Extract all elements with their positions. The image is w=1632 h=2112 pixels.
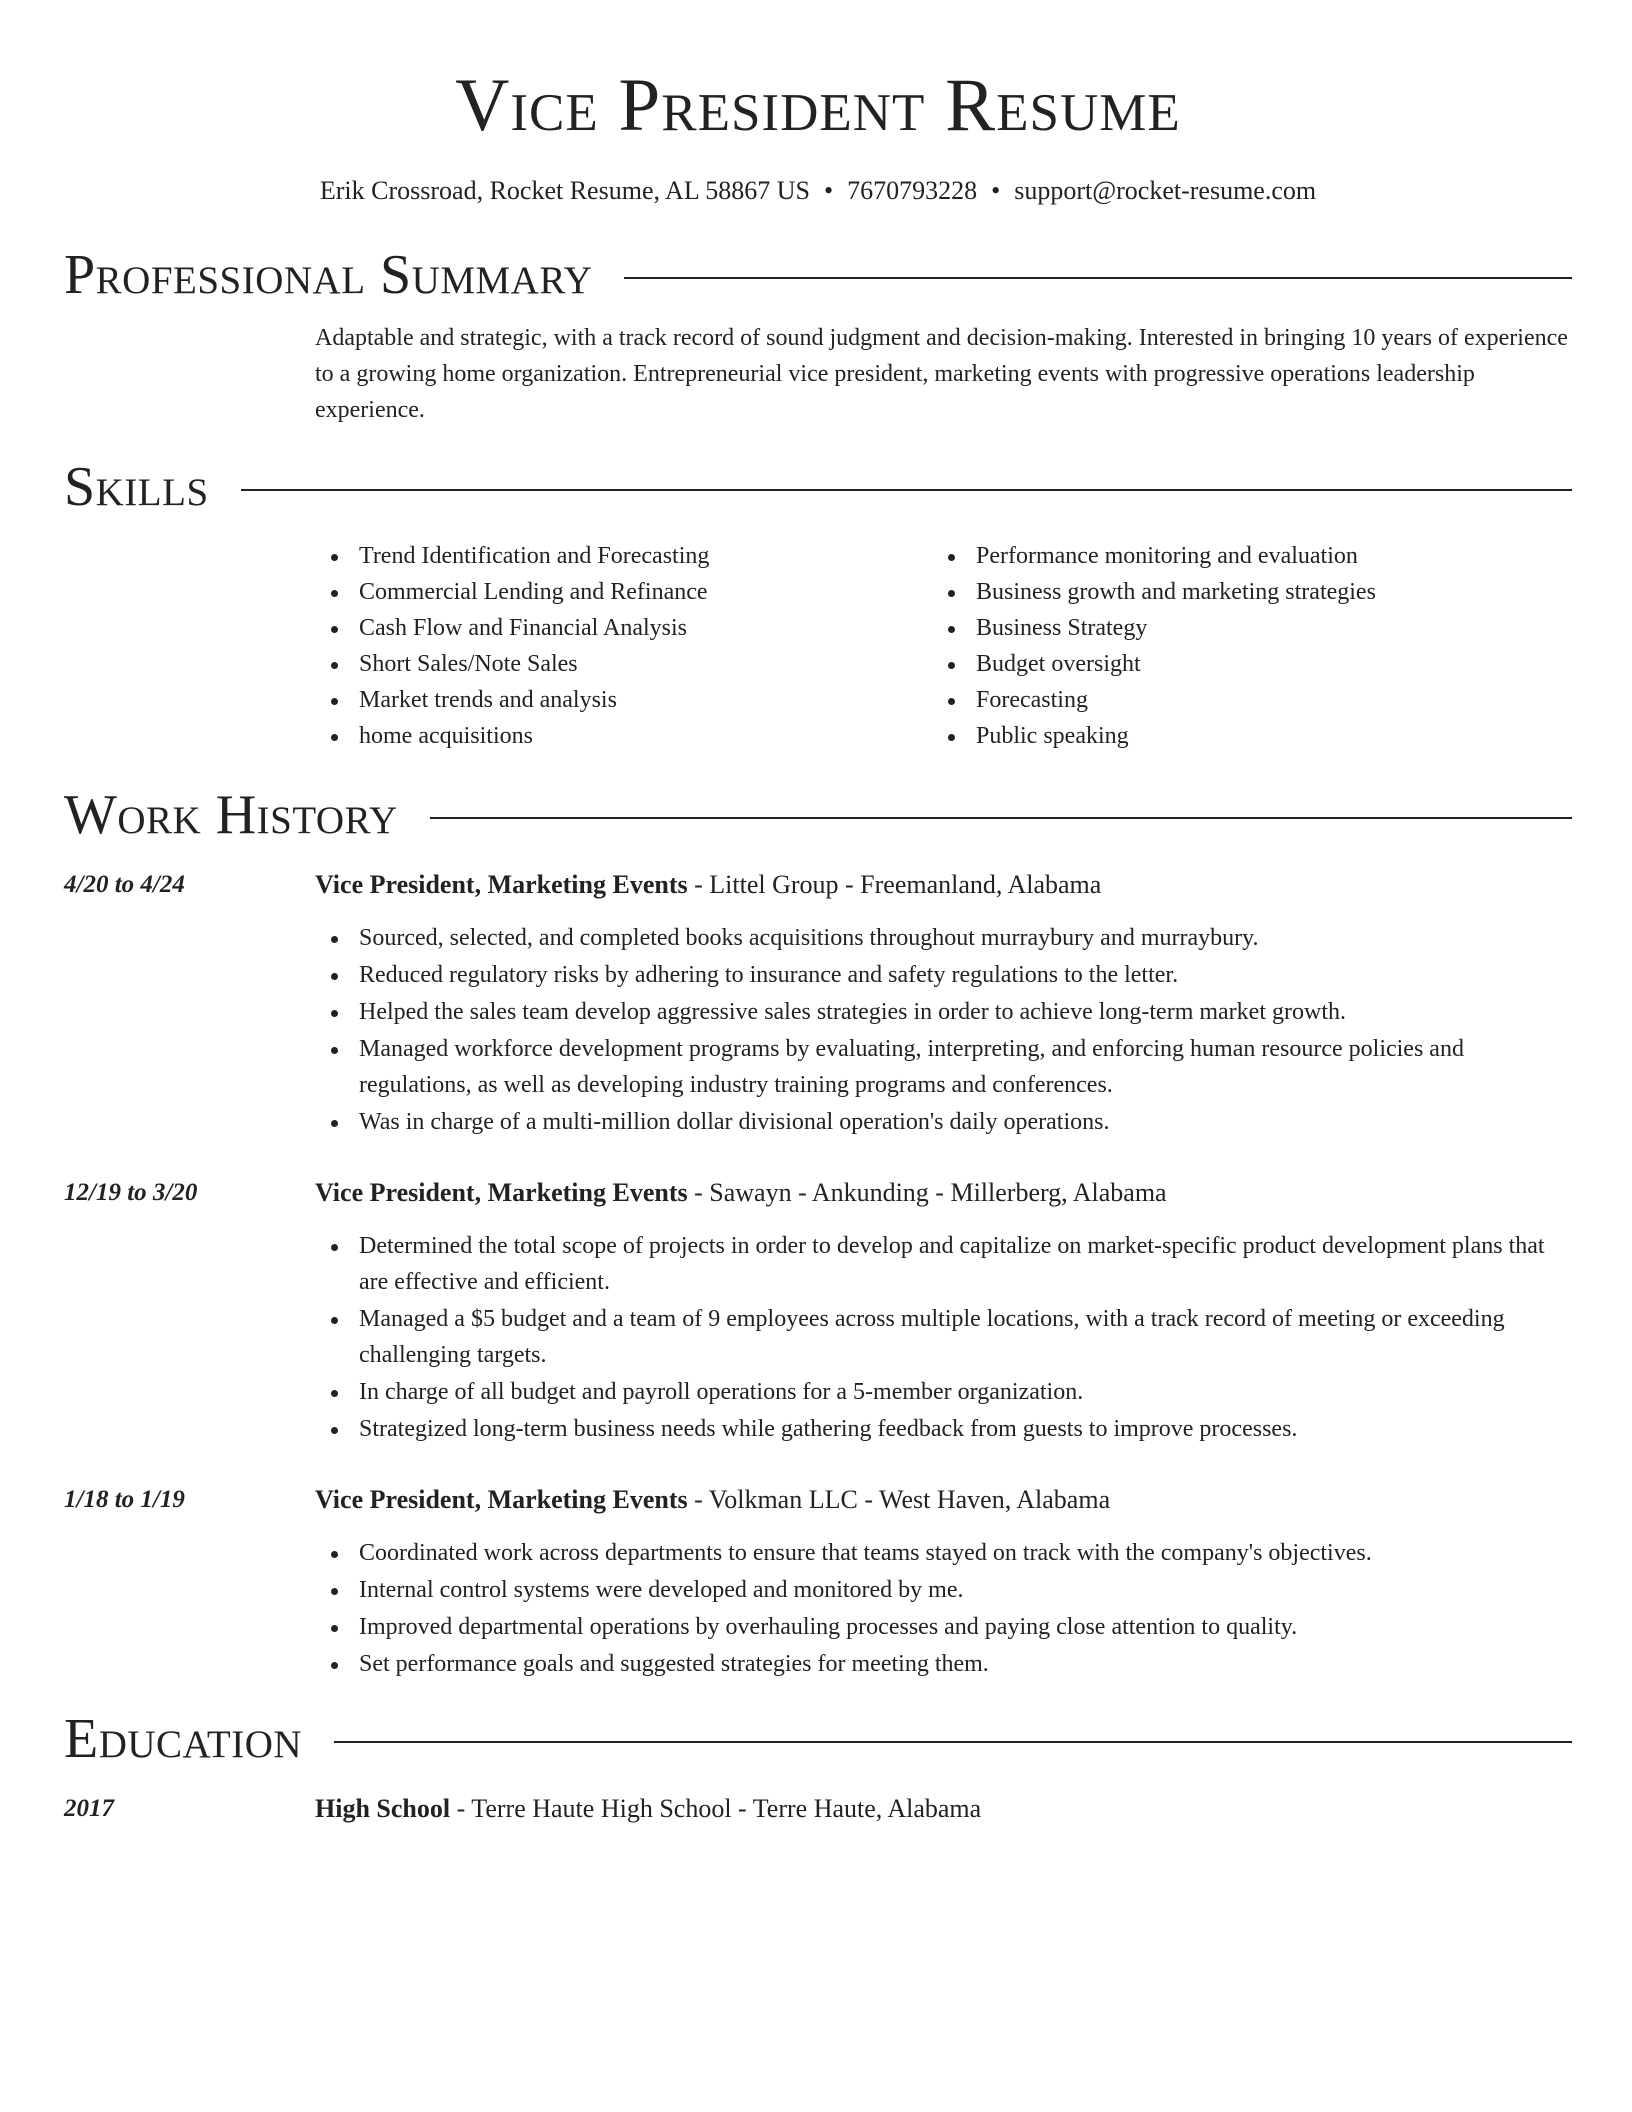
job-bullet: In charge of all budget and payroll operations for a 5-member organization. [315,1374,1572,1410]
work-heading: Work History [64,784,398,846]
job-bullet: Sourced, selected, and completed books acquisitions throughout murraybury and murraybury. [315,920,1572,956]
section-divider [334,1741,1572,1743]
resume-title: Vice President Resume [455,64,1181,147]
job-bullet: Strategized long-term business needs while gathering feedback from guests to improve processes. [315,1411,1572,1447]
section-divider [624,277,1572,279]
skill-item: home acquisitions [315,718,932,754]
skills-heading: Skills [64,456,209,518]
job-bullet: Internal control systems were developed and monitored by me. [315,1572,1572,1608]
summary-text: Adaptable and strategic, with a track record of sound judgment and decision-making. Interested in bringing 10 years of experience to a growing home organization. Entrepreneurial vice president, marketing events with progressive operations leadership experience. [315,325,1568,423]
job-entry [64,1483,1572,1682]
job-title: Vice President, Marketing Events [315,1178,688,1207]
education-year: 2017 [64,1795,114,1822]
skills-column-left [315,538,932,754]
contact-email: support@rocket-resume.com [1014,176,1317,205]
skill-item: Cash Flow and Financial Analysis [315,610,932,646]
contact-separator: • [991,176,1001,205]
job-bullets [315,920,1572,1140]
skill-item: Short Sales/Note Sales [315,646,932,682]
education-entry [64,1792,1572,1826]
skill-item: Budget oversight [932,646,1549,682]
skill-item: Business Strategy [932,610,1549,646]
skills-list [315,538,1572,754]
skill-item: Performance monitoring and evaluation [932,538,1549,574]
job-dates: 1/18 to 1/19 [64,1486,185,1513]
skill-item: Trend Identification and Forecasting [315,538,932,574]
job-bullet: Reduced regulatory risks by adhering to insurance and safety regulations to the letter. [315,957,1572,993]
contact-line [64,174,1572,208]
skills-column-right [932,538,1549,754]
contact-phone: 7670793228 [847,176,978,205]
job-dates: 12/19 to 3/20 [64,1179,198,1206]
job-bullet: Was in charge of a multi-million dollar divisional operation's daily operations. [315,1104,1572,1140]
job-heading-line [315,868,1101,902]
education-degree: High School [315,1794,451,1823]
resume-page [64,0,1572,1826]
job-bullet: Helped the sales team develop aggressive sales strategies in order to achieve long-term market growth. [315,994,1572,1030]
job-company: - Littel Group - Freemanland, Alabama [687,870,1102,899]
education-section-header [64,1708,1572,1770]
contact-address: Erik Crossroad, Rocket Resume, AL 58867 US [319,176,810,205]
job-title: Vice President, Marketing Events [315,870,688,899]
summary-heading: Professional Summary [64,244,593,306]
job-entry [64,1176,1572,1447]
skill-item: Market trends and analysis [315,682,932,718]
job-entry [64,868,1572,1140]
work-section-header [64,784,1572,846]
skill-item: Commercial Lending and Refinance [315,574,932,610]
job-dates: 4/20 to 4/24 [64,871,185,898]
job-header [64,1176,1572,1210]
job-heading-line [315,1483,1110,1517]
job-bullets [315,1535,1572,1682]
job-bullet: Managed workforce development programs by evaluating, interpreting, and enforcing human resource policies and regulations, as well as developing industry training programs and conferences. [315,1031,1572,1103]
job-bullet: Set performance goals and suggested strategies for meeting them. [315,1646,1572,1682]
skill-item: Public speaking [932,718,1549,754]
skill-item: Business growth and marketing strategies [932,574,1549,610]
job-bullet: Managed a $5 budget and a team of 9 employees across multiple locations, with a track record of meeting or exceeding challenging targets. [315,1301,1572,1373]
job-heading-line [315,1176,1167,1210]
job-bullet: Coordinated work across departments to ensure that teams stayed on track with the company's objectives. [315,1535,1572,1571]
job-bullets [315,1228,1572,1447]
job-title: Vice President, Marketing Events [315,1485,688,1514]
section-divider [430,817,1572,819]
summary-section-header [64,244,1572,306]
education-heading: Education [64,1708,303,1770]
contact-separator: • [823,176,834,205]
job-company: - Sawayn - Ankunding - Millerberg, Alabama [687,1178,1167,1207]
job-header [64,1483,1572,1517]
education-line [315,1792,981,1826]
section-divider [241,489,1572,491]
job-bullet: Improved departmental operations by overhauling processes and paying close attention to quality. [315,1609,1572,1645]
skills-section-header [64,456,1572,518]
job-header [64,868,1572,902]
skill-item: Forecasting [932,682,1549,718]
job-company: - Volkman LLC - West Haven, Alabama [687,1485,1111,1514]
education-school: - Terre Haute High School - Terre Haute, Alabama [450,1794,982,1823]
job-bullet: Determined the total scope of projects in order to develop and capitalize on market-specific product development plans that are effective and efficient. [315,1228,1572,1300]
